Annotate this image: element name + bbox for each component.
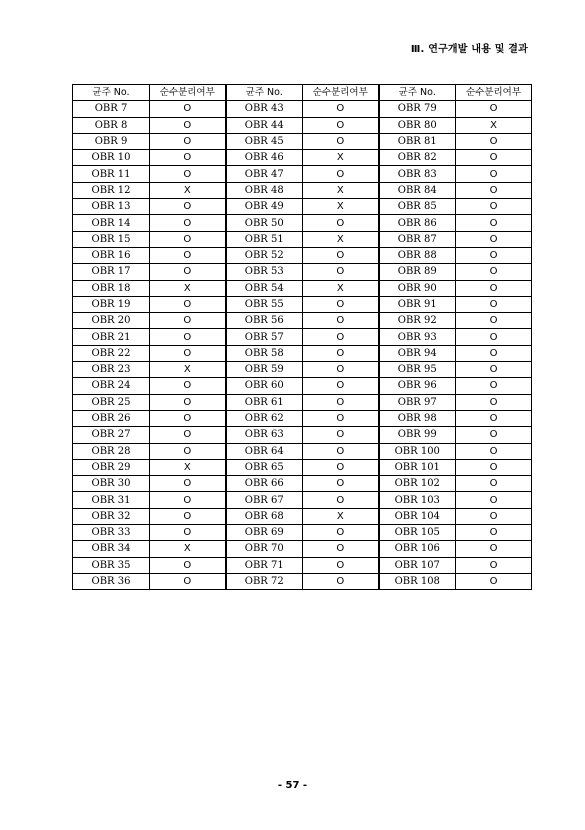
table-header-row	[73, 85, 532, 101]
strain-number-cell: OBR 46	[226, 150, 303, 166]
isolation-status-cell: O	[150, 573, 226, 589]
strain-number-cell: OBR 22	[73, 345, 150, 361]
table-row	[73, 313, 532, 329]
table-row	[73, 410, 532, 426]
strain-number-cell: OBR 29	[73, 459, 150, 475]
column-header-isolation-status: 순수분리여부	[150, 85, 226, 101]
isolation-status-cell: O	[456, 427, 532, 443]
strain-number-cell: OBR 105	[379, 525, 456, 541]
isolation-status-cell: X	[150, 541, 226, 557]
strain-number-cell: OBR 28	[73, 443, 150, 459]
strain-number-cell: OBR 33	[73, 525, 150, 541]
strain-number-cell: OBR 61	[226, 394, 303, 410]
isolation-status-cell: O	[150, 150, 226, 166]
strain-number-cell: OBR 51	[226, 231, 303, 247]
strain-number-cell: OBR 98	[379, 410, 456, 426]
strain-number-cell: OBR 16	[73, 247, 150, 263]
strain-number-cell: OBR 35	[73, 557, 150, 573]
table-row	[73, 394, 532, 410]
isolation-status-cell: O	[150, 166, 226, 182]
isolation-status-cell: O	[303, 378, 379, 394]
isolation-status-cell: O	[150, 264, 226, 280]
strain-number-cell: OBR 56	[226, 313, 303, 329]
isolation-status-cell: O	[150, 101, 226, 117]
strain-number-cell: OBR 17	[73, 264, 150, 280]
strain-number-cell: OBR 23	[73, 362, 150, 378]
isolation-status-cell: O	[456, 410, 532, 426]
isolation-status-cell: O	[303, 394, 379, 410]
strain-number-cell: OBR 91	[379, 296, 456, 312]
isolation-status-cell: O	[150, 492, 226, 508]
strain-number-cell: OBR 31	[73, 492, 150, 508]
strain-number-cell: OBR 52	[226, 247, 303, 263]
isolation-status-cell: X	[303, 231, 379, 247]
isolation-status-cell: X	[303, 199, 379, 215]
isolation-status-cell: O	[456, 525, 532, 541]
isolation-status-cell: O	[150, 313, 226, 329]
isolation-status-cell: O	[456, 133, 532, 149]
isolation-status-cell: O	[303, 525, 379, 541]
isolation-status-cell: O	[456, 394, 532, 410]
strain-number-cell: OBR 71	[226, 557, 303, 573]
isolation-status-cell: O	[150, 247, 226, 263]
page-number: - 57 -	[277, 780, 308, 791]
isolation-status-cell: O	[150, 117, 226, 133]
isolation-status-cell: O	[456, 541, 532, 557]
column-header-strain-no: 균주 No.	[73, 85, 150, 101]
isolation-status-cell: O	[456, 101, 532, 117]
strain-number-cell: OBR 25	[73, 394, 150, 410]
strain-number-cell: OBR 11	[73, 166, 150, 182]
strain-number-cell: OBR 67	[226, 492, 303, 508]
strain-number-cell: OBR 100	[379, 443, 456, 459]
strain-number-cell: OBR 34	[73, 541, 150, 557]
strain-number-cell: OBR 81	[379, 133, 456, 149]
isolation-status-cell: O	[456, 280, 532, 296]
isolation-status-cell: O	[456, 182, 532, 198]
isolation-status-cell: O	[456, 573, 532, 589]
isolation-status-cell: X	[150, 459, 226, 475]
isolation-status-cell: O	[150, 199, 226, 215]
strain-number-cell: OBR 7	[73, 101, 150, 117]
strain-number-cell: OBR 19	[73, 296, 150, 312]
strain-number-cell: OBR 12	[73, 182, 150, 198]
strain-number-cell: OBR 24	[73, 378, 150, 394]
strain-number-cell: OBR 21	[73, 329, 150, 345]
isolation-status-cell: O	[303, 557, 379, 573]
isolation-status-cell: O	[456, 443, 532, 459]
strain-number-cell: OBR 49	[226, 199, 303, 215]
table-row	[73, 247, 532, 263]
isolation-status-cell: O	[303, 476, 379, 492]
isolation-status-cell: O	[456, 557, 532, 573]
isolation-status-cell: O	[150, 443, 226, 459]
table-row	[73, 476, 532, 492]
table-row	[73, 459, 532, 475]
isolation-status-cell: O	[303, 427, 379, 443]
strain-number-cell: OBR 72	[226, 573, 303, 589]
isolation-status-cell: O	[456, 166, 532, 182]
isolation-status-cell: O	[150, 378, 226, 394]
strain-number-cell: OBR 44	[226, 117, 303, 133]
isolation-status-cell: O	[150, 215, 226, 231]
isolation-status-cell: O	[150, 133, 226, 149]
isolation-status-cell: O	[303, 313, 379, 329]
table-row	[73, 296, 532, 312]
isolation-status-cell: O	[303, 133, 379, 149]
isolation-status-cell: O	[456, 378, 532, 394]
strain-number-cell: OBR 107	[379, 557, 456, 573]
strain-number-cell: OBR 94	[379, 345, 456, 361]
isolation-status-cell: O	[303, 101, 379, 117]
strain-number-cell: OBR 101	[379, 459, 456, 475]
isolation-status-cell: O	[303, 345, 379, 361]
table-row	[73, 133, 532, 149]
strain-number-cell: OBR 36	[73, 573, 150, 589]
strain-number-cell: OBR 99	[379, 427, 456, 443]
table-body	[73, 101, 532, 590]
strain-isolation-table	[72, 84, 532, 590]
isolation-status-cell: O	[303, 362, 379, 378]
isolation-status-cell: O	[303, 296, 379, 312]
strain-number-cell: OBR 18	[73, 280, 150, 296]
strain-number-cell: OBR 86	[379, 215, 456, 231]
strain-number-cell: OBR 103	[379, 492, 456, 508]
strain-number-cell: OBR 20	[73, 313, 150, 329]
strain-number-cell: OBR 48	[226, 182, 303, 198]
strain-number-cell: OBR 68	[226, 508, 303, 524]
strain-number-cell: OBR 47	[226, 166, 303, 182]
strain-number-cell: OBR 32	[73, 508, 150, 524]
strain-number-cell: OBR 106	[379, 541, 456, 557]
table-row	[73, 573, 532, 589]
strain-number-cell: OBR 64	[226, 443, 303, 459]
strain-number-cell: OBR 108	[379, 573, 456, 589]
column-header-isolation-status: 순수분리여부	[303, 85, 379, 101]
column-header-strain-no: 균주 No.	[226, 85, 303, 101]
isolation-status-cell: O	[150, 345, 226, 361]
strain-number-cell: OBR 87	[379, 231, 456, 247]
strain-number-cell: OBR 13	[73, 199, 150, 215]
isolation-status-cell: O	[456, 150, 532, 166]
isolation-status-cell: O	[303, 117, 379, 133]
isolation-status-cell: O	[456, 231, 532, 247]
isolation-status-cell: O	[150, 296, 226, 312]
strain-number-cell: OBR 43	[226, 101, 303, 117]
column-header-isolation-status: 순수분리여부	[456, 85, 532, 101]
isolation-status-cell: X	[303, 508, 379, 524]
strain-number-cell: OBR 54	[226, 280, 303, 296]
isolation-status-cell: O	[150, 476, 226, 492]
isolation-status-cell: O	[456, 476, 532, 492]
isolation-status-cell: O	[456, 329, 532, 345]
strain-number-cell: OBR 50	[226, 215, 303, 231]
isolation-status-cell: X	[303, 182, 379, 198]
isolation-status-cell: O	[150, 231, 226, 247]
table-row	[73, 215, 532, 231]
isolation-status-cell: X	[150, 182, 226, 198]
table-row	[73, 150, 532, 166]
strain-number-cell: OBR 65	[226, 459, 303, 475]
table-row	[73, 166, 532, 182]
strain-number-cell: OBR 30	[73, 476, 150, 492]
strain-number-cell: OBR 59	[226, 362, 303, 378]
strain-number-cell: OBR 57	[226, 329, 303, 345]
strain-number-cell: OBR 8	[73, 117, 150, 133]
table-row	[73, 101, 532, 117]
strain-number-cell: OBR 96	[379, 378, 456, 394]
strain-number-cell: OBR 15	[73, 231, 150, 247]
isolation-status-cell: O	[456, 215, 532, 231]
strain-number-cell: OBR 104	[379, 508, 456, 524]
isolation-status-cell: O	[456, 362, 532, 378]
table-row	[73, 231, 532, 247]
isolation-status-cell: O	[150, 427, 226, 443]
strain-number-cell: OBR 69	[226, 525, 303, 541]
table-row	[73, 427, 532, 443]
strain-number-cell: OBR 53	[226, 264, 303, 280]
isolation-status-cell: O	[303, 329, 379, 345]
table-row	[73, 280, 532, 296]
strain-isolation-table-container	[72, 84, 532, 590]
isolation-status-cell: O	[456, 199, 532, 215]
table-row	[73, 557, 532, 573]
isolation-status-cell: O	[456, 345, 532, 361]
isolation-status-cell: X	[303, 150, 379, 166]
table-row	[73, 525, 532, 541]
strain-number-cell: OBR 60	[226, 378, 303, 394]
isolation-status-cell: O	[303, 573, 379, 589]
strain-number-cell: OBR 9	[73, 133, 150, 149]
isolation-status-cell: O	[303, 410, 379, 426]
strain-number-cell: OBR 90	[379, 280, 456, 296]
strain-number-cell: OBR 89	[379, 264, 456, 280]
strain-number-cell: OBR 63	[226, 427, 303, 443]
isolation-status-cell: X	[150, 280, 226, 296]
isolation-status-cell: O	[150, 557, 226, 573]
isolation-status-cell: O	[303, 459, 379, 475]
isolation-status-cell: O	[150, 329, 226, 345]
strain-number-cell: OBR 58	[226, 345, 303, 361]
strain-number-cell: OBR 93	[379, 329, 456, 345]
strain-number-cell: OBR 102	[379, 476, 456, 492]
table-row	[73, 264, 532, 280]
isolation-status-cell: O	[456, 247, 532, 263]
strain-number-cell: OBR 79	[379, 101, 456, 117]
isolation-status-cell: O	[150, 410, 226, 426]
isolation-status-cell: O	[303, 264, 379, 280]
strain-number-cell: OBR 84	[379, 182, 456, 198]
isolation-status-cell: O	[303, 443, 379, 459]
isolation-status-cell: X	[456, 117, 532, 133]
table-row	[73, 117, 532, 133]
isolation-status-cell: O	[456, 459, 532, 475]
chapter-header: Ⅲ. 연구개발 내용 및 결과	[410, 44, 528, 55]
column-header-strain-no: 균주 No.	[379, 85, 456, 101]
isolation-status-cell: O	[150, 508, 226, 524]
isolation-status-cell: O	[303, 541, 379, 557]
strain-number-cell: OBR 66	[226, 476, 303, 492]
strain-number-cell: OBR 14	[73, 215, 150, 231]
isolation-status-cell: O	[456, 264, 532, 280]
strain-number-cell: OBR 97	[379, 394, 456, 410]
isolation-status-cell: O	[150, 525, 226, 541]
isolation-status-cell: X	[150, 362, 226, 378]
strain-number-cell: OBR 10	[73, 150, 150, 166]
table-row	[73, 378, 532, 394]
strain-number-cell: OBR 80	[379, 117, 456, 133]
strain-number-cell: OBR 88	[379, 247, 456, 263]
isolation-status-cell: O	[303, 215, 379, 231]
strain-number-cell: OBR 55	[226, 296, 303, 312]
isolation-status-cell: O	[303, 492, 379, 508]
table-row	[73, 508, 532, 524]
isolation-status-cell: O	[303, 247, 379, 263]
strain-number-cell: OBR 92	[379, 313, 456, 329]
strain-number-cell: OBR 26	[73, 410, 150, 426]
strain-number-cell: OBR 83	[379, 166, 456, 182]
strain-number-cell: OBR 82	[379, 150, 456, 166]
table-row	[73, 345, 532, 361]
strain-number-cell: OBR 62	[226, 410, 303, 426]
isolation-status-cell: O	[303, 166, 379, 182]
strain-number-cell: OBR 45	[226, 133, 303, 149]
table-row	[73, 329, 532, 345]
strain-number-cell: OBR 70	[226, 541, 303, 557]
table-row	[73, 541, 532, 557]
strain-number-cell: OBR 95	[379, 362, 456, 378]
isolation-status-cell: O	[456, 492, 532, 508]
isolation-status-cell: O	[150, 394, 226, 410]
table-row	[73, 443, 532, 459]
isolation-status-cell: X	[303, 280, 379, 296]
table-row	[73, 362, 532, 378]
table-row	[73, 182, 532, 198]
isolation-status-cell: O	[456, 508, 532, 524]
isolation-status-cell: O	[456, 296, 532, 312]
strain-number-cell: OBR 85	[379, 199, 456, 215]
isolation-status-cell: O	[456, 313, 532, 329]
table-row	[73, 492, 532, 508]
table-row	[73, 199, 532, 215]
strain-number-cell: OBR 27	[73, 427, 150, 443]
